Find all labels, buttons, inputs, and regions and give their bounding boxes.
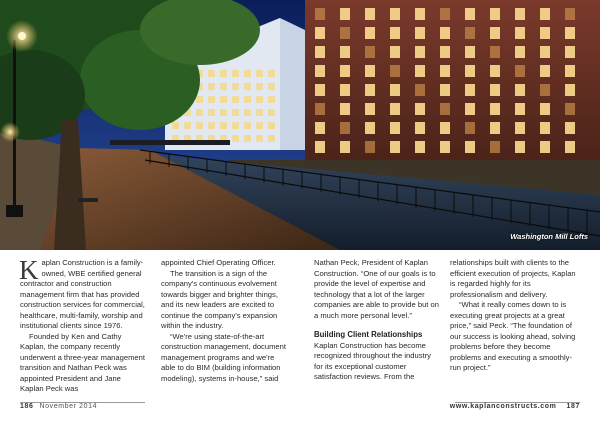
page-number-right: 187: [566, 403, 580, 410]
paragraph: “What it really comes down to is executing great projects at a great price,” said Peck. “The foundation of our success is looking ahead, solving problems before they become problems and executing a smoothly-run project.”: [450, 300, 576, 372]
paragraph: aplan Construction is a family-owned, WBE certified general contractor and construction management firm that has provided construction services for commercial, healthcare, multi-family, worship and institutional clients since 1976.: [20, 258, 145, 330]
article-column-4: [450, 258, 576, 374]
paragraph: Founded by Ken and Cathy Kaplan, the company recently underwent a three-year management transition and Nathan Peck was appointed President and Jane Kaplan Peck was: [20, 331, 145, 393]
footer-right: [450, 403, 580, 410]
paragraph: The transition is a sign of the company's continuous evolvement towards bigger and brighter things, and its new leaders are excited to continue the company's expansion within the industry.: [161, 268, 278, 330]
paragraph: Nathan Peck, President of Kaplan Construction. “One of our goals is to provide the level of expertise and technology that a lot of the larger companies are able to provide but on a much more personal level.”: [314, 258, 439, 320]
page-number-left: 186: [20, 403, 34, 410]
section-heading: Building Client Relationships: [314, 330, 423, 339]
photo-caption: Washington Mill Lofts: [510, 232, 588, 241]
paragraph: relationships built with clients to the efficient execution of projects, Kaplan is regarded highly for its professionalism and delivery.: [450, 258, 576, 299]
footer-left: [20, 403, 97, 410]
issue-date: November 2014: [39, 403, 98, 410]
article-column-2: [161, 258, 287, 384]
website-url: www.kaplanconstructs.com: [449, 403, 557, 410]
paragraph: Kaplan Construction has become recognized throughout the industry for its exceptional customer satisfaction reviews. From the: [314, 340, 431, 381]
article-column-1: [19, 255, 146, 395]
article-column-3: [314, 258, 440, 383]
paragraph: appointed Chief Operating Officer.: [161, 258, 276, 267]
drop-cap: K: [19, 255, 39, 285]
paragraph: “We're using state-of-the-art construction management, document management programs and we're able to do BIM (building information modeling), systems in-house,” said: [161, 331, 286, 383]
